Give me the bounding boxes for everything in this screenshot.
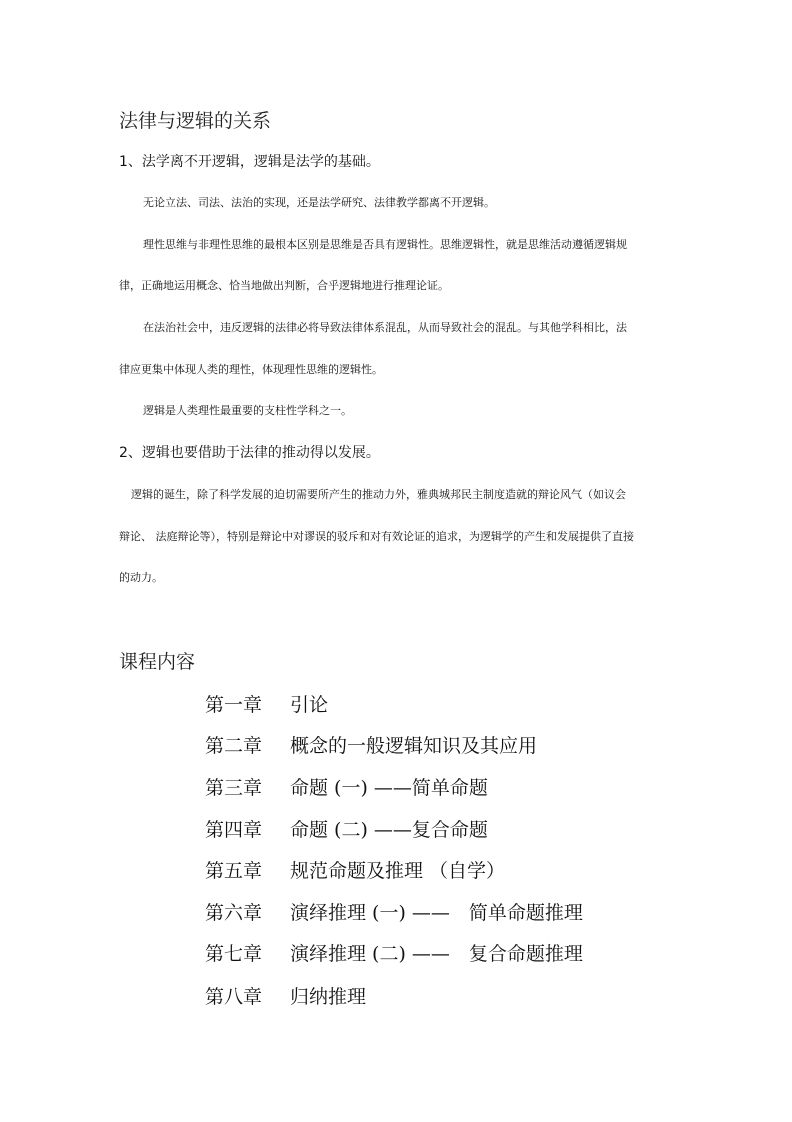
paragraph-line: 在法治社会中，违反逻辑的法律必将导致法律体系混乱，从而导致社会的混乱。与其他学科相比，法 (143, 321, 627, 334)
chapter-item (205, 696, 328, 715)
chapter-name: 规范命题及推理 （自学） (290, 860, 506, 882)
chapter-label: 第三章 (205, 777, 263, 799)
section-2-heading: 2、逻辑也要借助于法律的推动得以发展。 (119, 445, 380, 461)
chapter-name: 命题 (二) ——复合命题 (290, 819, 488, 841)
chapter-label: 第七章 (205, 943, 263, 965)
paragraph-line: 逻辑的诞生，除了科学发展的迫切需要所产生的推动力外，雅典城邦民主制度造就的辩论风气（如议会 (131, 488, 626, 501)
chapter-item (205, 988, 366, 1007)
chapter-label: 第二章 (205, 735, 263, 757)
chapter-name: 演绎推理 (一) —— 简单命题推理 (290, 902, 583, 924)
course-title: 课程内容 (119, 651, 196, 673)
section-1-heading: 1、法学离不开逻辑，逻辑是法学的基础。 (119, 154, 380, 170)
chapter-name: 归纳推理 (290, 986, 367, 1008)
chapter-name: 演绎推理 (二) —— 复合命题推理 (290, 943, 583, 965)
chapter-item (205, 945, 583, 964)
chapter-label: 第八章 (205, 986, 263, 1008)
chapter-label: 第四章 (205, 819, 263, 841)
chapter-label: 第六章 (205, 902, 263, 924)
chapter-name: 引论 (290, 694, 329, 716)
paragraph-line: 无论立法、司法、法治的实现，还是法学研究、法律教学都离不开逻辑。 (143, 196, 495, 209)
chapter-item (205, 779, 488, 798)
paragraph-line: 律应更集中体现人类的理性，体现理性思维的逻辑性。 (119, 363, 383, 376)
chapter-label: 第五章 (205, 860, 263, 882)
paragraph-line: 律，正确地运用概念、恰当地做出判断，合乎逻辑地进行推理论证。 (119, 279, 449, 292)
chapter-label: 第一章 (205, 694, 263, 716)
chapter-item (205, 821, 488, 840)
paragraph-line: 逻辑是人类理性最重要的支柱性学科之一。 (143, 404, 352, 417)
paragraph-line: 辩论、 法庭辩论等），特别是辩论中对谬误的驳斥和对有效论证的追求，为逻辑学的产生和发展提供了直接 (119, 530, 634, 543)
chapter-item (205, 737, 537, 756)
paragraph-line: 的动力。 (119, 571, 163, 584)
chapter-item (205, 904, 583, 923)
chapter-name: 概念的一般逻辑知识及其应用 (290, 735, 538, 757)
chapter-name: 命题 (一) ——简单命题 (290, 777, 488, 799)
document-title: 法律与逻辑的关系 (119, 110, 272, 132)
chapter-item (205, 862, 505, 881)
paragraph-line: 理性思维与非理性思维的最根本区别是思维是否具有逻辑性。思维逻辑性，就是思维活动遵循逻辑规 (143, 238, 627, 251)
